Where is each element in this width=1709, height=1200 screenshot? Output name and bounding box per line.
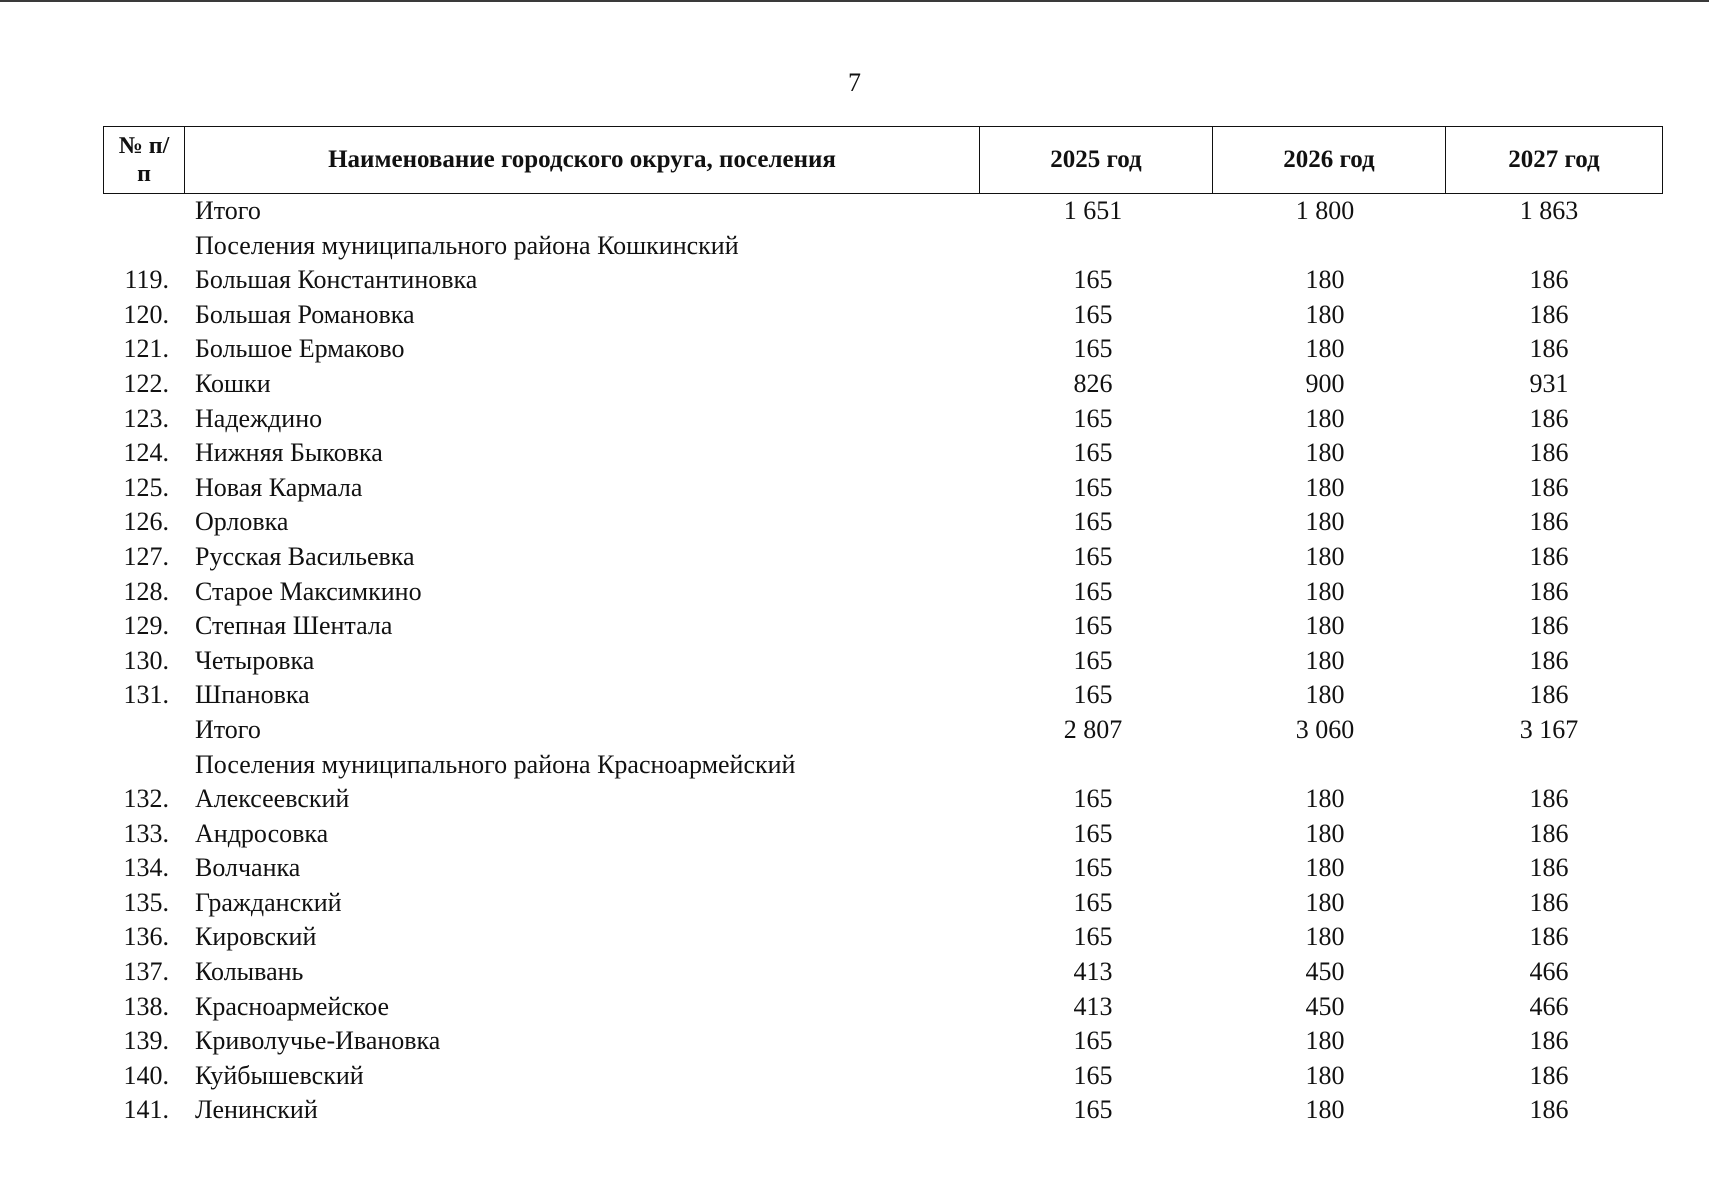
row-name: Старое Максимкино bbox=[195, 576, 422, 606]
row-value-2026: 180 bbox=[1305, 1060, 1345, 1090]
row-value-2026: 180 bbox=[1305, 541, 1345, 571]
row-number: 127. bbox=[123, 541, 169, 571]
row-number: 132. bbox=[123, 784, 169, 814]
row-name: Криволучье-Ивановка bbox=[195, 1026, 441, 1056]
table-row bbox=[103, 1024, 1657, 1059]
row-name: Кошки bbox=[195, 368, 271, 398]
row-value-2026: 180 bbox=[1305, 403, 1345, 433]
header-year-2027: 2027 год bbox=[1446, 127, 1663, 194]
row-number: 137. bbox=[123, 957, 169, 987]
table-row bbox=[103, 920, 1657, 955]
row-value-2026: 180 bbox=[1305, 265, 1345, 295]
row-value-2025: 413 bbox=[1073, 991, 1113, 1021]
row-value-2027: 186 bbox=[1529, 507, 1569, 537]
table-header bbox=[103, 126, 1663, 194]
row-number: 124. bbox=[123, 438, 169, 468]
row-name: Орловка bbox=[195, 507, 289, 537]
row-name: Большое Ермаково bbox=[195, 334, 405, 364]
row-number: 140. bbox=[123, 1060, 169, 1090]
row-name: Итого bbox=[195, 196, 261, 225]
row-value-2026: 900 bbox=[1305, 368, 1345, 398]
table-row bbox=[103, 436, 1657, 471]
row-value-2026: 180 bbox=[1305, 299, 1345, 329]
row-value-2026: 180 bbox=[1305, 818, 1345, 848]
table-row bbox=[103, 332, 1657, 367]
row-value-2025: 165 bbox=[1073, 1095, 1113, 1125]
header-year-2026: 2026 год bbox=[1213, 127, 1446, 194]
row-value-2027: 186 bbox=[1529, 784, 1569, 814]
table-row bbox=[103, 644, 1657, 679]
row-value-2026: 180 bbox=[1305, 784, 1345, 814]
row-value-2027: 186 bbox=[1529, 1060, 1569, 1090]
row-value-2027: 186 bbox=[1529, 334, 1569, 364]
row-name: Большая Константиновка bbox=[195, 265, 478, 295]
row-value-2026: 1 800 bbox=[1295, 196, 1355, 225]
row-name: Андросовка bbox=[195, 818, 329, 848]
row-number: 134. bbox=[123, 853, 169, 883]
table-row bbox=[103, 367, 1657, 402]
row-number: 138. bbox=[123, 991, 169, 1021]
row-value-2025: 165 bbox=[1073, 1026, 1113, 1056]
row-value-2025: 165 bbox=[1073, 645, 1113, 675]
table-row bbox=[103, 505, 1657, 540]
row-value-2026: 180 bbox=[1305, 1026, 1345, 1056]
table-row bbox=[103, 194, 1657, 229]
table-row bbox=[103, 678, 1657, 713]
table-row bbox=[103, 298, 1657, 333]
table-row bbox=[103, 471, 1657, 506]
row-value-2027: 186 bbox=[1529, 1026, 1569, 1056]
row-value-2027: 186 bbox=[1529, 438, 1569, 468]
row-number: 131. bbox=[123, 680, 169, 710]
row-value-2025: 413 bbox=[1073, 957, 1113, 987]
row-value-2027: 186 bbox=[1529, 576, 1569, 606]
row-name: Шпановка bbox=[195, 680, 310, 710]
row-value-2025: 165 bbox=[1073, 853, 1113, 883]
row-value-2027: 186 bbox=[1529, 853, 1569, 883]
row-name: Гражданский bbox=[195, 887, 342, 917]
header-row bbox=[104, 127, 1663, 194]
row-value-2025: 1 651 bbox=[1063, 196, 1123, 225]
row-value-2027: 3 167 bbox=[1519, 714, 1579, 744]
row-value-2026: 180 bbox=[1305, 611, 1345, 641]
row-name: Поселения муниципального района Красноармейский bbox=[195, 749, 796, 779]
row-number: 136. bbox=[123, 922, 169, 952]
row-number: 133. bbox=[123, 818, 169, 848]
table-row bbox=[103, 540, 1657, 575]
row-value-2026: 180 bbox=[1305, 438, 1345, 468]
row-value-2026: 3 060 bbox=[1295, 714, 1355, 744]
row-value-2027: 186 bbox=[1529, 541, 1569, 571]
row-number: 126. bbox=[123, 507, 169, 537]
row-value-2025: 2 807 bbox=[1063, 714, 1123, 744]
row-name: Куйбышевский bbox=[195, 1060, 364, 1090]
table-row bbox=[103, 263, 1657, 298]
table-row bbox=[103, 851, 1657, 886]
row-number: 128. bbox=[123, 576, 169, 606]
row-number: 123. bbox=[123, 403, 169, 433]
row-value-2027: 186 bbox=[1529, 818, 1569, 848]
row-name: Кировский bbox=[195, 922, 317, 952]
row-value-2026: 180 bbox=[1305, 1095, 1345, 1125]
table-row bbox=[103, 886, 1657, 921]
row-value-2025: 165 bbox=[1073, 507, 1113, 537]
header-year-2025: 2025 год bbox=[980, 127, 1213, 194]
table-row bbox=[103, 1093, 1657, 1128]
header-number-label: № п/п bbox=[118, 133, 170, 187]
row-value-2025: 165 bbox=[1073, 541, 1113, 571]
row-name: Волчанка bbox=[195, 853, 301, 883]
row-value-2025: 165 bbox=[1073, 472, 1113, 502]
row-value-2025: 165 bbox=[1073, 334, 1113, 364]
row-value-2025: 165 bbox=[1073, 887, 1113, 917]
table-row bbox=[103, 575, 1657, 610]
row-value-2025: 165 bbox=[1073, 784, 1113, 814]
row-number: 129. bbox=[123, 611, 169, 641]
table-row bbox=[103, 713, 1657, 748]
page-number: 7 bbox=[848, 68, 861, 97]
top-border-line bbox=[0, 0, 1709, 2]
row-value-2025: 165 bbox=[1073, 299, 1113, 329]
row-value-2027: 186 bbox=[1529, 472, 1569, 502]
row-value-2027: 186 bbox=[1529, 265, 1569, 295]
row-value-2026: 180 bbox=[1305, 680, 1345, 710]
row-value-2025: 826 bbox=[1073, 368, 1113, 398]
row-name: Надеждино bbox=[195, 403, 323, 433]
row-value-2025: 165 bbox=[1073, 680, 1113, 710]
header-name: Наименование городского округа, поселения bbox=[185, 127, 980, 194]
row-value-2027: 186 bbox=[1529, 680, 1569, 710]
row-value-2025: 165 bbox=[1073, 1060, 1113, 1090]
row-value-2027: 186 bbox=[1529, 611, 1569, 641]
row-value-2026: 180 bbox=[1305, 472, 1345, 502]
row-name: Красноармейское bbox=[195, 991, 390, 1021]
row-number: 120. bbox=[123, 299, 169, 329]
row-value-2027: 186 bbox=[1529, 887, 1569, 917]
row-value-2025: 165 bbox=[1073, 265, 1113, 295]
row-value-2026: 180 bbox=[1305, 645, 1345, 675]
row-value-2025: 165 bbox=[1073, 438, 1113, 468]
row-value-2026: 180 bbox=[1305, 334, 1345, 364]
row-value-2027: 931 bbox=[1529, 368, 1569, 398]
row-name: Поселения муниципального района Кошкинский bbox=[195, 230, 739, 260]
table-row bbox=[103, 609, 1657, 644]
table-row bbox=[103, 955, 1657, 990]
row-number: 141. bbox=[123, 1095, 169, 1125]
row-number: 121. bbox=[123, 334, 169, 364]
row-number: 135. bbox=[123, 887, 169, 917]
table-row bbox=[103, 748, 1657, 783]
row-name: Четыровка bbox=[195, 645, 315, 675]
row-name: Колывань bbox=[195, 957, 304, 987]
row-name: Итого bbox=[195, 714, 261, 744]
row-value-2025: 165 bbox=[1073, 403, 1113, 433]
row-value-2027: 186 bbox=[1529, 299, 1569, 329]
row-name: Русская Васильевка bbox=[195, 541, 415, 571]
row-number: 139. bbox=[123, 1026, 169, 1056]
row-value-2025: 165 bbox=[1073, 576, 1113, 606]
row-value-2026: 180 bbox=[1305, 576, 1345, 606]
row-value-2027: 186 bbox=[1529, 403, 1569, 433]
row-number: 130. bbox=[123, 645, 169, 675]
row-value-2027: 186 bbox=[1529, 922, 1569, 952]
row-number: 122. bbox=[123, 368, 169, 398]
table-row bbox=[103, 990, 1657, 1025]
row-value-2025: 165 bbox=[1073, 818, 1113, 848]
row-name: Степная Шентала bbox=[195, 611, 393, 641]
row-value-2027: 186 bbox=[1529, 1095, 1569, 1125]
row-name: Алексеевский bbox=[195, 784, 350, 814]
row-value-2027: 1 863 bbox=[1519, 196, 1579, 225]
row-value-2027: 466 bbox=[1529, 957, 1569, 987]
table-body bbox=[103, 194, 1657, 1128]
row-number: 119. bbox=[124, 265, 169, 295]
row-value-2026: 180 bbox=[1305, 507, 1345, 537]
row-name: Нижняя Быковка bbox=[195, 438, 383, 468]
table-row bbox=[103, 782, 1657, 817]
row-value-2025: 165 bbox=[1073, 611, 1113, 641]
row-value-2025: 165 bbox=[1073, 922, 1113, 952]
table-row bbox=[103, 402, 1657, 437]
row-value-2027: 186 bbox=[1529, 645, 1569, 675]
table-row bbox=[103, 229, 1657, 264]
row-value-2026: 450 bbox=[1305, 991, 1345, 1021]
row-value-2026: 180 bbox=[1305, 922, 1345, 952]
row-name: Большая Романовка bbox=[195, 299, 415, 329]
table-row bbox=[103, 817, 1657, 852]
row-value-2027: 466 bbox=[1529, 991, 1569, 1021]
table-row bbox=[103, 1059, 1657, 1094]
row-name: Новая Кармала bbox=[195, 472, 363, 502]
row-name: Ленинский bbox=[195, 1095, 318, 1125]
row-number: 125. bbox=[123, 472, 169, 502]
row-value-2026: 180 bbox=[1305, 887, 1345, 917]
row-value-2026: 450 bbox=[1305, 957, 1345, 987]
header-number bbox=[104, 127, 185, 194]
row-value-2026: 180 bbox=[1305, 853, 1345, 883]
